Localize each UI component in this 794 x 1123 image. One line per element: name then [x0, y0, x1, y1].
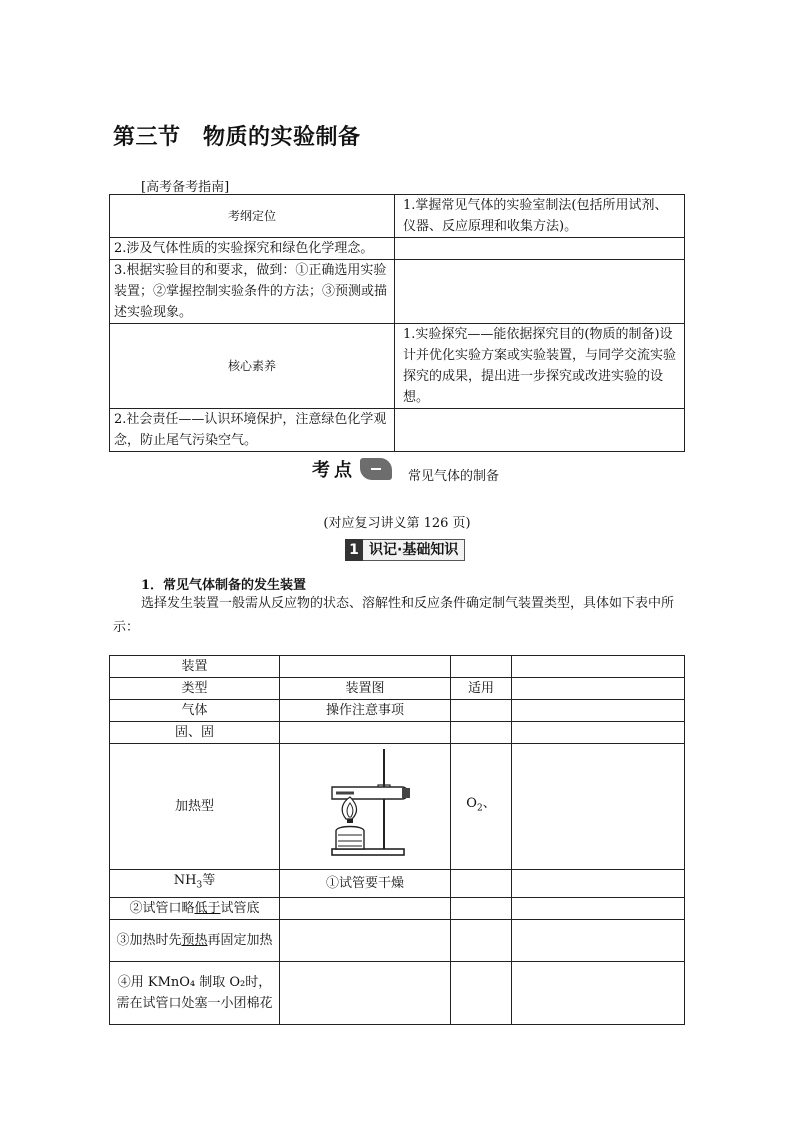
kaodian-header — [312, 455, 499, 483]
cell-leixing: 类型 — [110, 678, 280, 700]
cell-note-3: ③加热时先预热再固定加热 — [110, 919, 280, 961]
kaodian-number-badge — [360, 458, 392, 480]
section-number: 1 — [345, 539, 363, 561]
apparatus-illustration — [280, 744, 451, 870]
reference-note: (对应复习讲义第 126 页) — [323, 516, 471, 531]
kaogang-item-2: 2.涉及气体性质的实验探究和绿色化学理念。 — [110, 238, 395, 260]
cell-note-4: ④用 KMnO₄ 制取 O₂时，需在试管口处塞一小团棉花 — [110, 961, 280, 1024]
kaogang-item-1: 1.掌握常见气体的实验室制法(包括所用试剂、仪器、反应原理和收集方法)。 — [395, 195, 685, 238]
cell-jiare: 加热型 — [110, 744, 280, 870]
exam-guide-table — [109, 194, 685, 452]
cell-note-1: ①试管要干燥 — [280, 870, 451, 898]
cell-zhuangzhi: 装置 — [110, 656, 280, 678]
cell-note-2: ②试管口略低于试管底 — [110, 897, 280, 919]
suyang-label: 核心素养 — [110, 324, 395, 409]
section-label: 识记·基础知识 — [363, 539, 465, 561]
subheading: 1．常见气体制备的发生装置 — [141, 578, 307, 593]
kaogang-item-3: 3.根据实验目的和要求，做到：①正确选用实验装置；②掌握控制实验条件的方法；③预测或描述实验现象。 — [110, 260, 395, 324]
suyang-item-2: 2.社会责任——认识环境保护，注意绿色化学观念，防止尾气污染空气。 — [110, 409, 395, 452]
kaodian-label: 考点 — [312, 460, 356, 481]
intro-paragraph: 选择发生装置一般需从反应物的状态、溶解性和反应条件确定制气装置类型，具体如下表中所示： — [113, 596, 675, 635]
kaodian-topic: 常见气体的制备 — [408, 468, 500, 484]
cell-qiti: 气体 — [110, 700, 280, 722]
cell-shiyong: 适用 — [451, 678, 512, 700]
section-banner — [345, 539, 465, 561]
device-table — [109, 655, 685, 1025]
suyang-item-1: 1.实验探究——能依据探究目的(物质的制备)设计并优化实验方案或实验装置，与同学交流实验探究的成果，提出进一步探究或改进实验的设想。 — [395, 324, 685, 409]
cell-gas-o2: $O_2$、 — [451, 744, 512, 870]
cell-gas-nh3: $NH_3$等 — [110, 870, 280, 898]
guide-label: [高考备考指南] — [141, 180, 230, 195]
cell-zhuangzhitu: 装置图 — [280, 678, 451, 700]
cell-caozuo: 操作注意事项 — [280, 700, 451, 722]
heating-apparatus-icon — [310, 745, 420, 861]
cell-gugu: 固、固 — [110, 722, 280, 744]
section-title: 第三节 物质的实验制备 — [113, 124, 361, 150]
kaogang-label: 考纲定位 — [110, 195, 395, 238]
